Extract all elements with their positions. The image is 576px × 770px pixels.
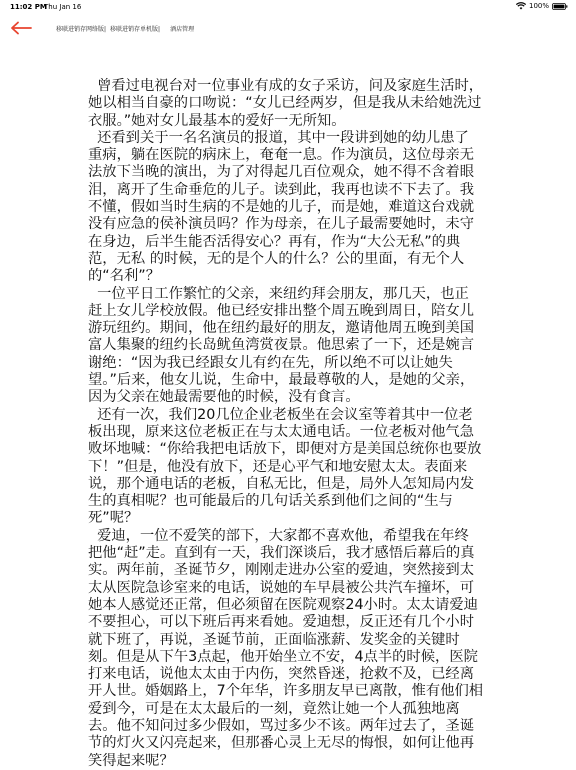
battery-percentage: 100%	[528, 2, 549, 10]
article-line: 法放下当晚的演出，为了对得起几百位观众，她不得不含着眼	[88, 164, 475, 181]
article-line: 实。两年前，圣诞节夕，刚刚走进办公室的爱迪，突然接到太	[88, 562, 475, 579]
article-line: 生的真相呢？也可能最后的几句话关系到他们之间的“生与	[88, 493, 453, 510]
back-button[interactable]	[8, 18, 34, 38]
article-line: 死”呢？	[88, 510, 139, 527]
article-line: 望。”后来，他女儿说，生命中，最最尊敬的人，是她的父亲，	[88, 372, 475, 389]
article-line: 衣服。”她对女儿最基本的爱好一无所知。	[88, 112, 346, 129]
article-line: 富人集聚的纽约长岛鱿鱼湾赏夜景。他思索了一下，还是婉言	[88, 337, 475, 354]
article-line: 爱到今，可是在太太最后的一刻，竟然让她一个人孤独地离	[88, 700, 460, 717]
battery-icon	[552, 3, 568, 10]
nav-link-network-edition[interactable]: 移联进销存网络版|	[56, 26, 107, 33]
wifi-icon	[516, 2, 526, 10]
status-indicators	[516, 2, 568, 10]
article-line: 败坏地喊：“你给我把电话放下，即便对方是美国总统你也要放	[88, 441, 482, 458]
article-line: 下！”但是，他没有放下，还是心平气和地安慰太太。表面来	[88, 458, 468, 475]
article-line: 太从医院急诊室来的电话，说她的车早晨被公共汽车撞坏，可	[88, 579, 475, 596]
status-time: 11:02 PM	[10, 3, 47, 11]
article-line: 还看到关于一名名演员的报道，其中一段讲到她的幼儿患了	[88, 129, 469, 146]
article-line: 去。他不知问过多少假如，骂过多少不该。两年过去了，圣诞	[88, 717, 475, 734]
article-line: 曾看过电视台对一位事业有成的女子采访，问及家庭生活时，	[88, 78, 484, 94]
status-bar	[0, 0, 576, 14]
article-line: 因为父亲在她最需要他的时候，没有食言。	[88, 389, 360, 406]
article-line: 的“名利”？	[88, 268, 161, 285]
nav-link-hotel-management[interactable]: 酒店管理	[170, 26, 195, 33]
article-line: 重病，躺在医院的病床上，奄奄一息。作为演员，这位母亲无	[88, 147, 475, 164]
article-line: 说，那个通电话的老板，自私无比，但是，局外人怎知局内发	[88, 475, 475, 492]
article-line: 她以相当自豪的口吻说：“女儿已经两岁，但是我从未给她洗过	[88, 95, 482, 112]
article-line: 打来电话，说他太太由于内伤，突然昏迷，抢救不及，已经离	[88, 666, 475, 683]
article-line: 在身边，后半生能否活得安心？再有，作为“大公无私”的典	[88, 233, 461, 250]
article-line: 刻。但是从下午3点起，他开始坐立不安，4点半的时候，医院	[88, 648, 478, 665]
article-body	[88, 78, 492, 770]
article-line: 没有应急的侯补演员吗？作为母亲，在儿子最需要她时，未守	[88, 216, 475, 233]
article-line: 就下班了，再说，圣诞节前，正面临涨薪、发奖金的关键时	[88, 631, 460, 648]
article-line: 范，无私 的时候，无的是个人的什么？公的里面，有无个人	[88, 250, 465, 267]
article-line: 开人世。婚姻路上，7个年华，许多朋友早已离散，惟有他们相	[88, 683, 484, 700]
article-line: 一位平日工作繁忙的父亲，来纽约拜会朋友，那几天，也正	[88, 285, 469, 302]
article-line: 板出现，原来这位老板正在与太太通电话。一位老板对他气急	[88, 423, 475, 440]
article-line: 游玩纽约。期间，他在纽约最好的朋友，邀请他周五晚到美国	[88, 320, 475, 337]
article-line: 泪，离开了生命垂危的儿子。读到此，我再也读不下去了。我	[88, 181, 475, 198]
nav-links	[56, 24, 194, 33]
article-line: 笑得起来呢？	[88, 752, 174, 769]
article-line: 不要担心，可以下班后再来看她。爱迪想，反正还有几个小时	[88, 614, 475, 631]
nav-link-standalone-edition[interactable]: 移联进销存单机版|	[110, 26, 161, 33]
article-line: 还有一次，我们20几位企业老板坐在会议室等着其中一位老	[88, 406, 473, 423]
article-line: 赶上女儿学校放假。他已经安排出整个周五晚到周日，陪女儿	[88, 302, 475, 319]
status-date: Thu Jan 16	[44, 3, 82, 11]
article-line: 谢绝：“因为我已经跟女儿有约在先，所以绝不可以让她失	[88, 354, 453, 371]
article-line: 把他“赶”走。直到有一天，我们深谈后，我才感悟后幕后的真	[88, 545, 475, 562]
article-line: 爱迪，一位不爱笑的部下，大家都不喜欢他，希望我在年终	[88, 527, 469, 544]
navigation-bar	[0, 16, 576, 40]
article-line: 节的灯火又闪亮起来，但那番心灵上无尽的悔恨，如何让他再	[88, 735, 475, 752]
arrow-left-icon	[10, 21, 32, 35]
article-line: 不懂，假如当时生病的不是她的儿子，而是她，难道这台戏就	[88, 199, 475, 216]
article-line: 她本人感觉还正常，但必须留在医院观察24小时。太太请爱迪	[88, 596, 478, 613]
